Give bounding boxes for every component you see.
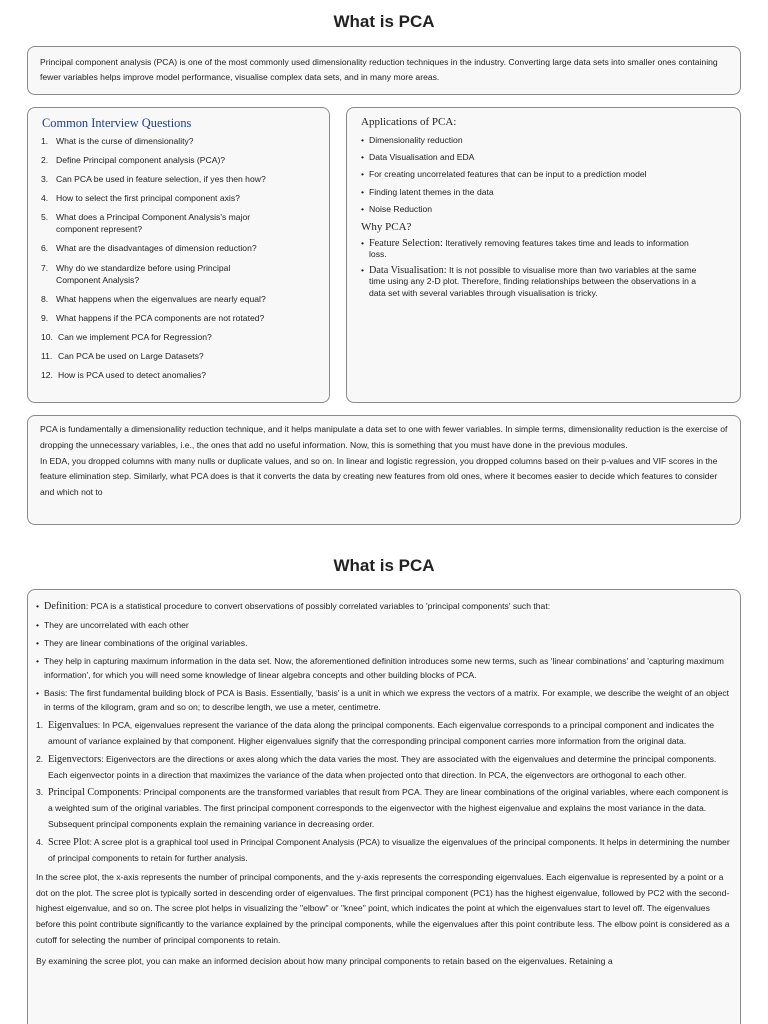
concept-item: 2. Eigenvectors: Eigenvectors are the directions or axes along which the data varies the most. They are associated with the eigenvalues and determine the principal components. Each eigenvector points in a direction that maximizes the variance of the data when projected onto that direction. In PCA, the eigenvectors are orthogonal to each other. — [36, 753, 717, 780]
interview-questions-box — [27, 107, 330, 403]
application-item: • Data Visualisation and EDA — [361, 152, 475, 163]
definitions-box — [27, 589, 741, 1024]
why-item: • Data Visualisation: It is not possible to visualise more than two variables at the same time using any 2-D plot. Therefore, finding relationships between the observations in a data set with several variables through visualisation is tricky. — [361, 264, 697, 298]
application-item: • For creating uncorrelated features that can be input to a prediction model — [361, 169, 647, 180]
why-item: • Feature Selection: Iteratively removing features takes time and leads to information loss. — [361, 237, 689, 260]
applications-heading: Applications of PCA: — [361, 116, 457, 128]
concept-item: 1. Eigenvalues: In PCA, eigenvalues represent the variance of the data along the principal components. Each eigenvalue corresponds to a principal component and indicates the amount of variance explained by that component. Higher eigenvalues signify that the corresponding principal component carries more information from the original data. — [36, 719, 715, 746]
applications-box — [346, 107, 741, 403]
question-item: 3. Can PCA be used in feature selection, if yes then how? — [41, 174, 266, 185]
questions-list — [38, 135, 319, 381]
intro-box — [27, 46, 741, 95]
explanation-box — [27, 415, 741, 525]
question-item: 2. Define Principal component analysis (PCA)? — [41, 155, 226, 166]
question-item: 4. How to select the first principal component axis? — [41, 193, 240, 204]
question-item: 10. Can we implement PCA for Regression? — [41, 331, 212, 342]
definition-item: • Definition: PCA is a statistical procedure to convert observations of possibly correlated variables to 'principal components' such that: — [36, 601, 551, 612]
question-item: 6. What are the disadvantages of dimension reduction? — [41, 243, 257, 254]
question-item: 11. Can PCA be used on Large Datasets? — [41, 350, 204, 361]
explanation-paragraph: In EDA, you dropped columns with many nulls or duplicate values, and so on. In linear and logistic regression, you dropped columns based on their p-values and VIF scores in the feature elimination step. Similarly, what PCA does is that it converts the data by creating new features from old ones, where it becomes easier to decide which features to consider and which not to — [40, 455, 718, 498]
page-title: What is PCA — [333, 12, 435, 31]
application-item: • Dimensionality reduction — [361, 135, 463, 145]
section-title: What is PCA — [333, 556, 435, 575]
question-item: 9. What happens if the PCA components are not rotated? — [41, 312, 265, 323]
applications-list — [361, 134, 726, 215]
scree-plot-paragraph: In the scree plot, the x-axis represents the number of principal components, and the y-axis represents the corresponding eigenvalues. Each eigenvalue is represented by a point or a dot on the plot. The scree plot is typically sorted in descending order of eigenvalues. The first principal component (PC1) has the highest eigenvalue, followed by PC2 with the second-highest eigenvalue, and so on. The scree plot helps in visualizing the "elbow" or "knee" point, which indicates the point at which the eigenvalues start to level off. The eigenvalues before this point contribute significantly to the variance explained by the principal components, while the eigenvalues after this point contribute less. The elbow point is considered as a cutoff for selecting the number of principal components to retain. — [36, 872, 730, 945]
application-item: • Noise Reduction — [361, 203, 433, 214]
question-item: 1. What is the curse of dimensionality? — [41, 136, 194, 146]
definition-bullets — [36, 599, 732, 714]
concepts-list — [36, 718, 732, 867]
interview-questions-heading: Common Interview Questions — [42, 116, 192, 130]
explanation-paragraph: PCA is fundamentally a dimensionality reduction technique, and it helps manipulate a data set to one with fewer variables. In simple terms, dimensionality reduction is the exercise of dropping the unnecessary variables, i.e., the ones that add no useful information. Now, this is something that you must have done in the previous modules. — [40, 424, 728, 450]
why-pca-list — [361, 238, 726, 300]
question-item: 7. Why do we standardize before using Principal Component Analysis? — [41, 262, 231, 285]
closing-paragraph: By examining the scree plot, you can make an informed decision about how many principal components to retain based on the eigenvalues. Retaining a — [36, 955, 613, 966]
concept-item: 3. Principal Components: Principal components are the transformed variables that result from PCA. They are linear combinations of the original variables, where each component is a weighted sum of the original variables. The first principal component corresponds to the eigenvector with the highest eigenvalue and explains the most variance in the data. Subsequent principal components explain the remaining variance in decreasing order. — [36, 787, 729, 830]
concept-item: 4. Scree Plot: A scree plot is a graphical tool used in Principal Component Analysis (PCA) to visualize the eigenvalues of the principal components. It helps in determining the number of principal components to retain for further analysis. — [36, 837, 730, 864]
question-item: 12. How is PCA used to detect anomalies? — [41, 370, 207, 381]
bullet-item: • They help in capturing maximum information in the data set. Now, the aforementioned definition introduces some new terms, such as 'linear combinations' and 'capturing maximum information', for which you will need some knowledge of linear algebra concepts and other building blocks of PCA. — [36, 655, 724, 680]
why-pca-heading: Why PCA? — [361, 220, 412, 233]
bullet-item: • They are uncorrelated with each other — [36, 619, 189, 630]
intro-text: Principal component analysis (PCA) is one of the most commonly used dimensionality reduction techniques in the industry. Converting large data sets into smaller ones containing fewer variables helps improve model performance, visualise complex data sets, and in many more areas. — [40, 57, 718, 82]
application-item: • Finding latent themes in the data — [361, 186, 494, 197]
question-item: 8. What happens when the eigenvalues are nearly equal? — [41, 293, 266, 304]
bullet-item: • Basis: The first fundamental building block of PCA is Basis. Essentially, 'basis' is a unit in which we express the vectors of a matrix. For example, we describe the weight of an object in terms of the kilogram, gram and so on; to describe length, we use a meter, centimetre. — [36, 687, 730, 712]
bullet-item: • They are linear combinations of the original variables. — [36, 637, 248, 648]
question-item: 5. What does a Principal Component Analysis's major component represent? — [41, 212, 251, 235]
